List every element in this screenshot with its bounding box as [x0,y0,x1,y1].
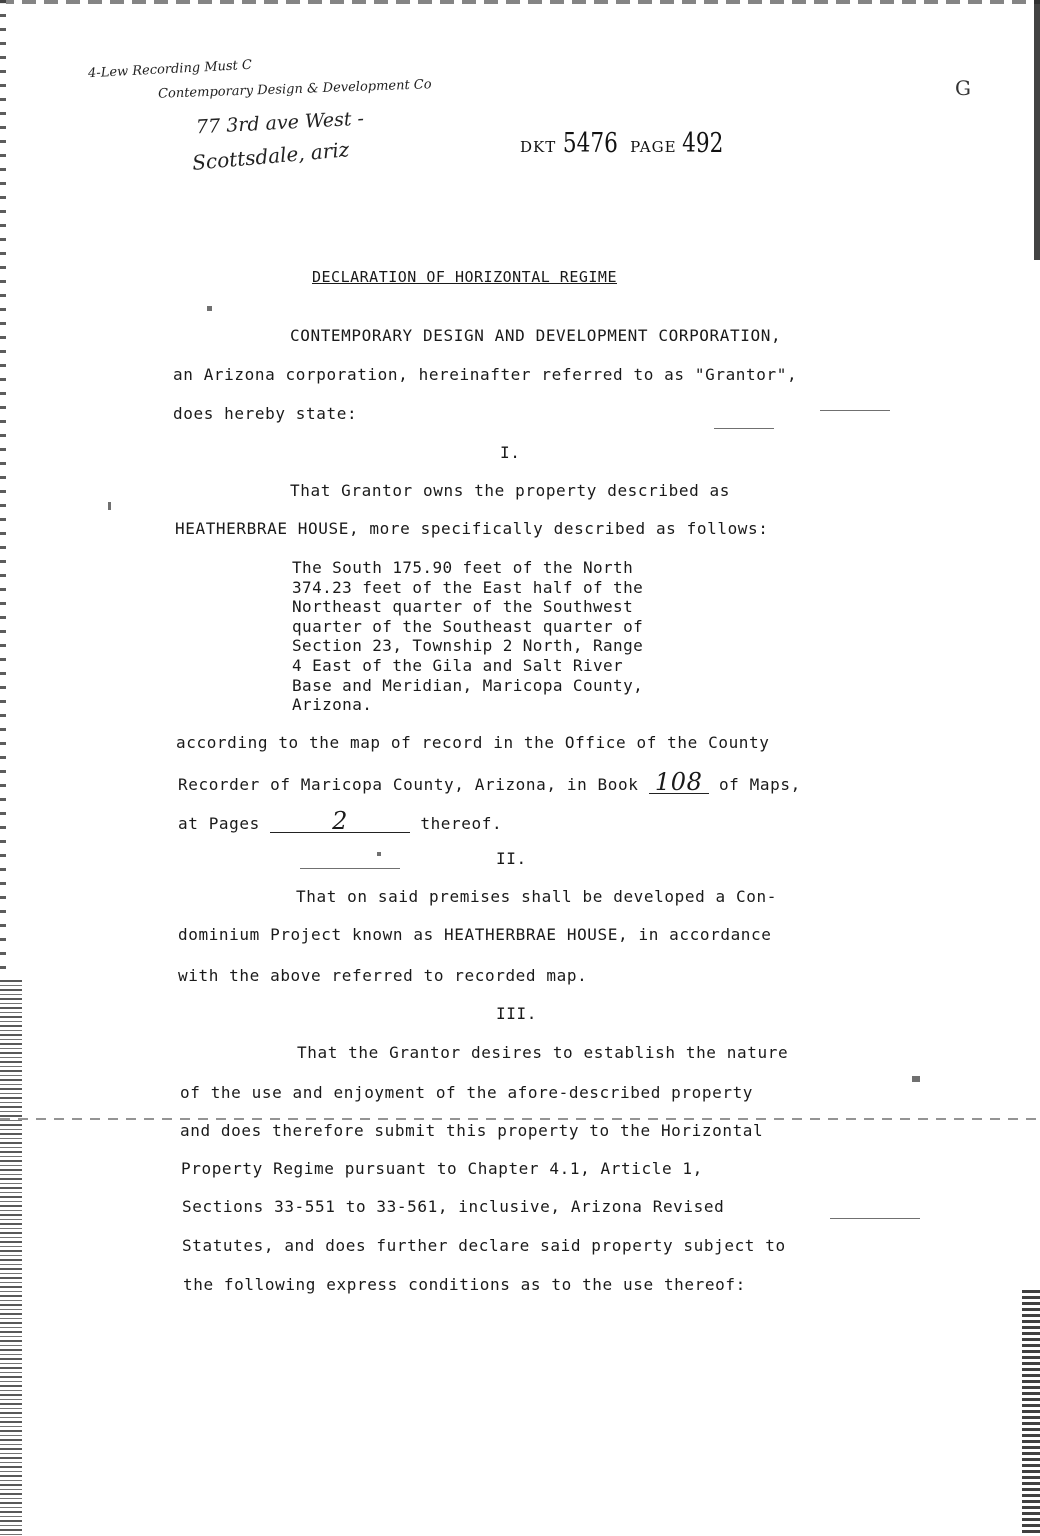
paragraph-line [178,768,801,796]
scan-fold-line [0,1118,1040,1120]
handwritten-return-address [87,57,508,182]
legal-description-line: The South 175.90 feet of the North [292,558,634,577]
legal-description-line: Section 23, Township 2 North, Range [292,636,644,656]
legal-description-line: Base and Meridian, Maricopa County, [292,675,644,695]
document-title: DECLARATION OF HORIZONTAL REGIME [312,268,617,286]
paragraph-line: HEATHERBRAE HOUSE, more specifically described as follows: [175,519,769,538]
legal-description-line: 4 East of the Gila and Salt River [292,655,624,675]
paragraph-line: according to the map of record in the Office of the County [176,733,770,752]
scan-right-edge-noise [1022,1290,1040,1536]
legal-description-line: Arizona. [292,695,373,715]
book-number-handwritten: 108 [649,771,709,794]
corner-mark: G [955,76,971,100]
paragraph-line: That Grantor owns the property described as [290,481,731,500]
paragraph-line: Property Regime pursuant to Chapter 4.1, Article 1, [181,1159,703,1178]
section-numeral: I. [500,443,521,462]
handwritten-line: 4-Lew Recording Must C [87,57,253,82]
scan-speck [108,502,111,510]
paragraph-line: Statutes, and does further declare said property subject to [182,1236,786,1255]
paragraph-line: of the use and enjoyment of the afore-described property [180,1083,754,1102]
docket-stamp [520,128,728,159]
docket-label: DKT [520,138,557,156]
handwritten-line: Contemporary Design & Development Co [157,77,432,102]
book-reference-suffix: of Maps, [718,775,801,794]
scan-left-edge [0,0,6,980]
preamble-line: CONTEMPORARY DESIGN AND DEVELOPMENT CORPORATION, [290,326,782,345]
page-label: PAGE [630,138,677,156]
handwritten-line: Scottsdale, ariz [191,137,351,175]
page-reference-suffix: thereof. [420,814,503,833]
scan-speck [820,410,890,411]
docket-number: 5476 [563,128,619,159]
paragraph-line: That the Grantor desires to establish the nature [297,1043,789,1062]
paragraph-line: Sections 33-551 to 33-561, inclusive, Arizona Revised [182,1197,725,1216]
legal-description [292,558,722,715]
page-number-handwritten: 2 [270,810,410,833]
book-reference-prefix: Recorder of Maricopa County, Arizona, in Book [178,775,639,794]
scan-speck [300,868,400,869]
handwritten-line: 77 3rd ave West - [195,107,365,139]
page-number: 492 [681,128,723,159]
scan-speck [830,1218,920,1219]
preamble-line: an Arizona corporation, hereinafter referred to as "Grantor", [173,365,798,384]
paragraph-line: and does therefore submit this property to the Horizontal [180,1121,764,1140]
legal-description-line: Northeast quarter of the Southwest [292,597,634,617]
section-numeral: II. [496,849,527,868]
legal-description-line: quarter of the Southeast quarter of [292,616,644,636]
paragraph-line: That on said premises shall be developed a Con- [296,887,777,906]
scan-left-edge-noise [0,980,22,1536]
scan-speck [912,1076,920,1082]
scan-right-edge [1034,0,1040,260]
paragraph-line: the following express conditions as to the use thereof: [183,1275,746,1294]
scan-speck [207,306,212,311]
section-numeral: III. [496,1004,537,1023]
scan-speck [714,428,774,429]
page-reference-prefix: at Pages [178,814,260,833]
scan-top-border [0,0,1040,4]
legal-description-line: 374.23 feet of the East half of the [292,577,644,597]
paragraph-line [178,807,503,835]
paragraph-line: dominium Project known as HEATHERBRAE HOUSE, in accordance [178,925,772,944]
paragraph-line: with the above referred to recorded map. [178,966,588,985]
preamble-line: does hereby state: [173,404,358,423]
scan-speck [377,852,381,856]
